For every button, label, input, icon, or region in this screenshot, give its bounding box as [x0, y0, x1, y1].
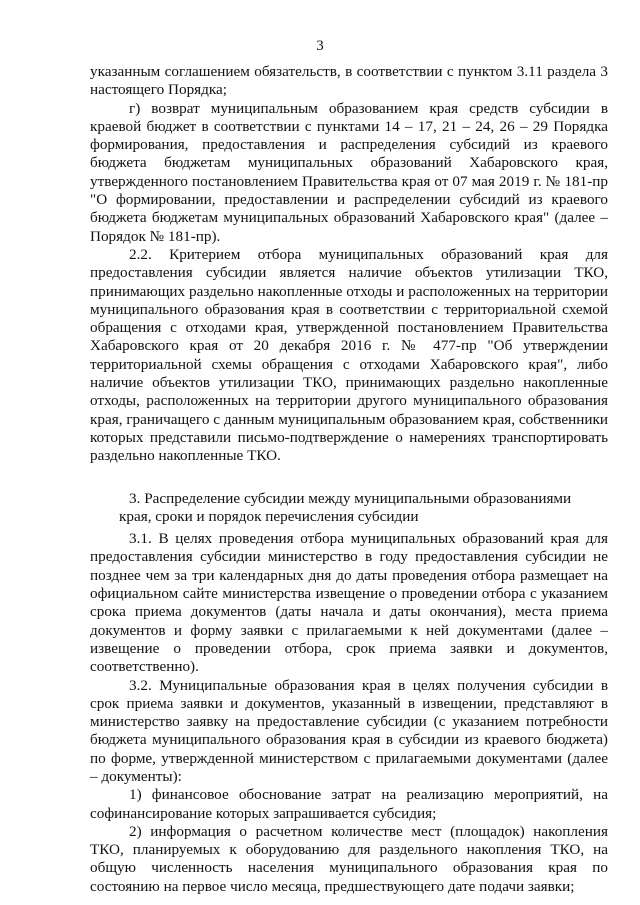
paragraph-selection-criterion: 2.2. Критерием отбора муниципальных образований края для предоставления субсидии является наличие объектов утилизации ТКО, принимающих раздельно накопленные отходы и расположенных на территории муниципального образования края в соответствии с территориальной схемой обращения с отходами края, утвержденной постановлением Правительства Хабаровского края от 20 декабря 2016 г. № 477-пр "Об утверждении территориальной схемы обращения с отходами Хабаровского края", либо наличие объектов утилизации ТКО, принимающих раздельно накопленные отходы, расположенных на территории другого муниципального образования края, граничащего с данным муниципальным образованием края, собственники которых представили письмо-подтверждение о намерениях транспортировать раздельно накопленные ТКО. [90, 245, 608, 465]
paragraph-3-1-selection-notice: 3.1. В целях проведения отбора муниципальных образований края для предоставления субсидии министерство в году предоставления субсидии не позднее чем за три календарных дня до даты проведения отбора размещает на официальном сайте министерства извещение о проведении отбора с указанием срока приема документов (даты начала и даты окончания), места приема документов и форму заявки с прилагаемыми к ней документами (далее – извещение о проведении отбора, срок приема заявки и документов, соответственно). [90, 530, 608, 676]
page-number: 3 [316, 38, 324, 54]
paragraph-3-2-application: 3.2. Муниципальные образования края в целях получения субсидии в срок приема заявки и документов, указанный в извещении, представляют в министерство заявку на предоставление субсидии (с указанием потребности бюджета муниципального образования края в субсидии из краевого бюджета) по форме, утвержденной министерством с прилагаемыми документами (далее – документы): [90, 676, 608, 785]
paragraph-obligations-continuation: указанным соглашением обязательств, в соответствии с пунктом 3.11 раздела 3 настоящего Порядка; [90, 63, 608, 99]
paragraph-subsidy-refund: г) возврат муниципальным образованием края средств субсидии в краевой бюджет в соответствии с пунктами 14 – 17, 21 – 24, 26 – 29 Порядка формирования, предоставления и распределения субсидий из краевого бюджета бюджетам муниципальных образований Хабаровского края, утвержденного постановлением Правительства края от 07 мая 2019 г. № 181-пр "О формировании, предоставлении и распределении субсидий из краевого бюджета бюджетам муниципальных образований Хабаровского края" (далее – Порядок № 181-пр). [90, 99, 608, 245]
section-3-title [90, 490, 608, 527]
list-item-accumulation-sites-info: 2) информация о расчетном количестве мест (площадок) накопления ТКО, планируемых к оборудованию для раздельного накопления ТКО, на общую численность населения муниципального образования края по состоянию на первое число месяца, предшествующего дате подачи заявки; [90, 822, 608, 895]
section-title-line2: края, сроки и порядок перечисления субсидии [119, 507, 419, 525]
document-body [90, 63, 608, 896]
list-item-financial-justification: 1) финансовое обоснование затрат на реализацию мероприятий, на софинансирование которых запрашивается субсидия; [90, 786, 608, 822]
section-title-line1: 3. Распределение субсидии между муниципальными образованиями [129, 489, 572, 507]
